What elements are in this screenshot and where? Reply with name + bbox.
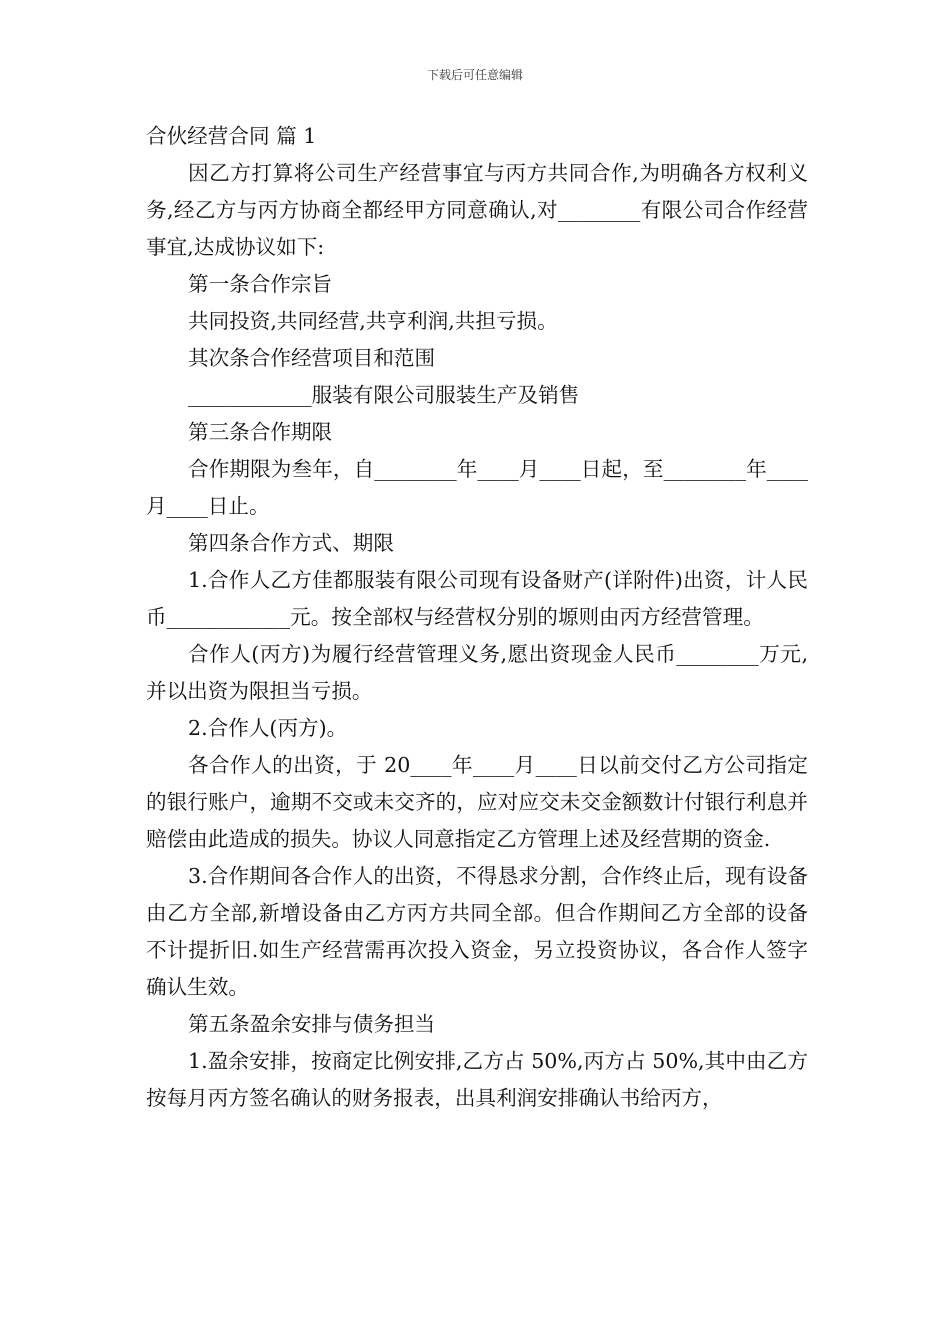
article-4-item-1: 1.合作人乙方佳都服装有限公司现有设备财产(详附件)出资，计人民币____________元。按全部权与经营权分别的塬则由丙方经营管理。: [146, 568, 808, 629]
article-2-text: ____________服装有限公司服装生产及销售: [188, 383, 580, 407]
article-1-text: 共同投资,共同经营,共亨利润,共担亏损。: [188, 309, 558, 333]
paragraph-intro: 因乙方打算将公司生产经营事宜与丙方共同合作,为明确各方权利义务,经乙方与丙方协商全都经甲方同意确认,对________有限公司合作经营事宜,达成协议如下:: [146, 161, 808, 259]
article-4-partner-cash: 合作人(丙方)为履行经营管理义务,愿出资现金人民币________万元,并以出资为限担当亏损。: [146, 642, 808, 703]
article-4-item-2: 2.合作人(丙方)。: [188, 716, 348, 740]
article-5-item-1: 1.盈余安排，按商定比例安排,乙方占 50%,丙方占 50%,其中由乙方按每月丙方签名确认的财务报表，出具利润安排确认书给丙方，: [146, 1049, 808, 1110]
article-4-contribution-deadline: 各合作人的出资，于 20____年____月____日以前交付乙方公司指定的银行账户，逾期不交或未交齐的，应对应交未交金额数计付银行利息并赔偿由此造成的损失。协议人同意指定乙方管理上述及经营期的资金.: [146, 753, 808, 851]
article-4-heading: 第四条合作方式、期限: [188, 531, 394, 555]
article-3-text: 合作期限为叁年，自________年____月____日起，至________年____月____日止。: [146, 457, 808, 518]
article-2-heading: 其次条合作经营项目和范围: [188, 346, 436, 370]
document-title: 合伙经营合同 篇 1: [146, 124, 317, 148]
article-1-heading: 第一条合作宗旨: [188, 272, 333, 296]
article-3-heading: 第三条合作期限: [188, 420, 333, 444]
article-5-heading: 第五条盈余安排与债务担当: [188, 1012, 436, 1036]
article-4-item-3: 3.合作期间各合作人的出资，不得恳求分割，合作终止后，现有设备由乙方全部,新增设备由乙方丙方共同全部。但合作期间乙方全部的设备不计提折旧.如生产经营需再次投入资金，另立投资协议，各合作人签字确认生效。: [146, 864, 808, 999]
document-body: [146, 118, 808, 1117]
page-header: 下载后可任意编辑: [426, 68, 523, 82]
